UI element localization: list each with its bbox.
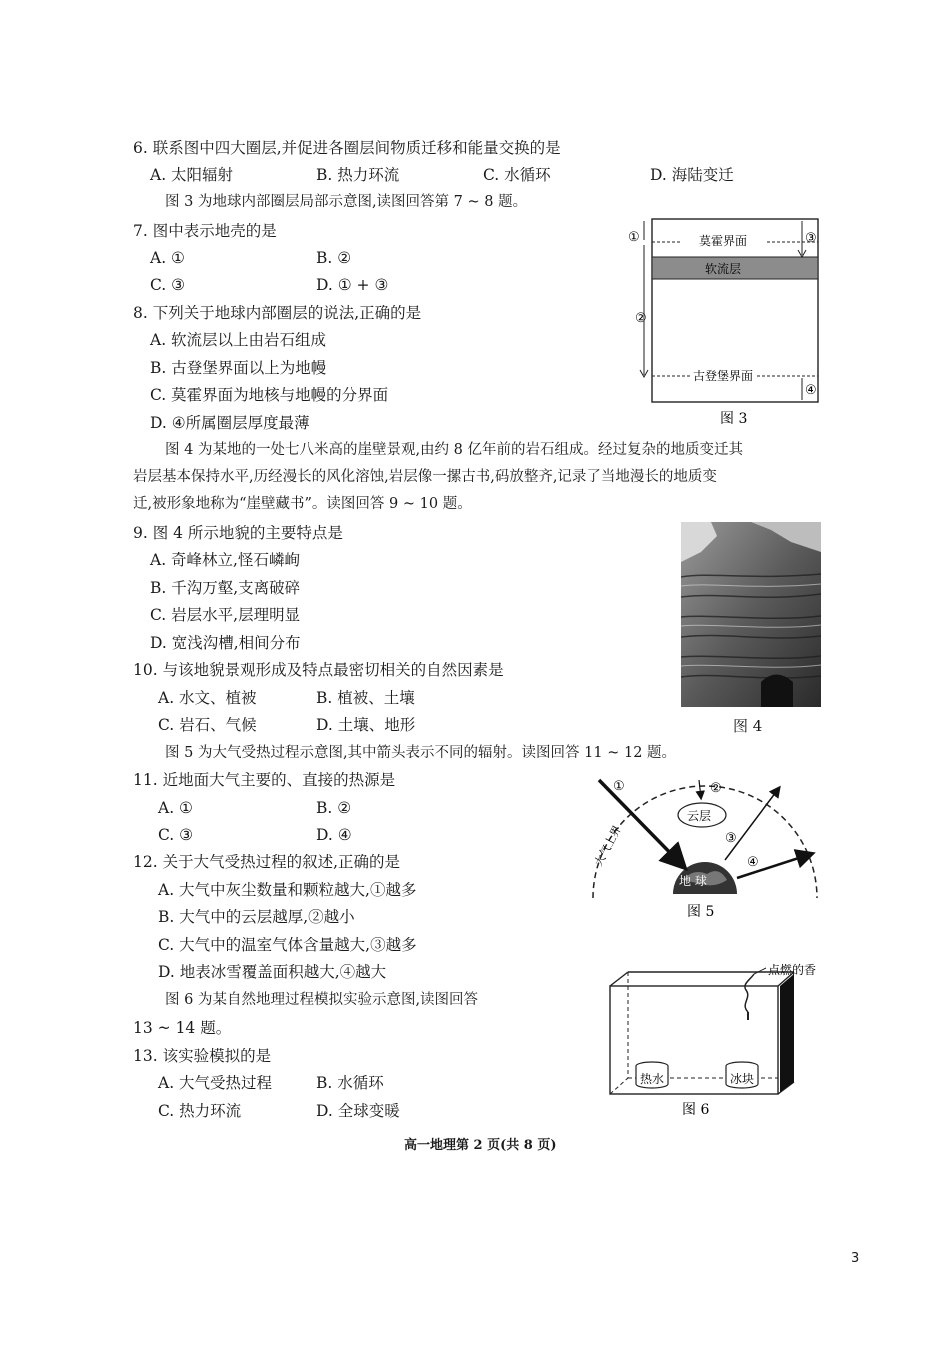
q9-option-d: D. 宽浅沟槽,相间分布 [150, 634, 301, 652]
intro-fig3: 图 3 为地球内部圈层局部示意图,读图回答第 7 ~ 8 题。 [165, 194, 528, 210]
fig3-marker-1: ① [628, 230, 640, 245]
q8-stem: 8. 下列关于地球内部圈层的说法,正确的是 [133, 304, 422, 322]
asthenosphere-label: 软流层 [704, 262, 742, 276]
q10-option-a: A. 水文、植被 [158, 689, 257, 707]
fig5-marker-3: ③ [725, 831, 737, 846]
figure-6-experiment-box [600, 960, 830, 1120]
fig5-marker-2: ② [710, 781, 722, 796]
incense-smoke [745, 974, 754, 1012]
q10-option-b: B. 植被、土壤 [316, 689, 415, 707]
q13-option-a: A. 大气受热过程 [158, 1074, 273, 1092]
ice-label: 冰块 [730, 1072, 755, 1086]
fig3-marker-3: ③ [805, 231, 817, 246]
q12-option-a: A. 大气中灰尘数量和颗粒越大,①越多 [158, 881, 417, 899]
moho-label: 莫霍界面 [698, 234, 748, 248]
fig3-marker-4: ④ [805, 383, 817, 398]
q6-stem: 6. 联系图中四大圈层,并促进各圈层间物质迁移和能量交换的是 [133, 139, 561, 157]
intro-fig5: 图 5 为大气受热过程示意图,其中箭头表示不同的辐射。读图回答 11 ~ 12 题。 [165, 745, 677, 761]
figure-4-cliff-photo [681, 522, 821, 707]
q8-option-b: B. 古登堡界面以上为地幔 [150, 359, 327, 377]
q7-option-d: D. ① + ③ [316, 276, 389, 294]
q12-option-d: D. 地表冰雪覆盖面积越大,④越大 [158, 963, 387, 981]
q9-option-b: B. 千沟万壑,支离破碎 [150, 579, 301, 597]
q8-option-d: D. ④所属圈层厚度最薄 [150, 414, 310, 432]
arrow-1-solar [599, 780, 683, 866]
box-side-dark [780, 974, 794, 1092]
q13-option-c: C. 热力环流 [158, 1102, 242, 1120]
q12-stem: 12. 关于大气受热过程的叙述,正确的是 [133, 853, 401, 871]
figure-5-atmosphere-heating [575, 770, 835, 925]
earth-label: 地 球 [679, 874, 707, 888]
incense-label: 点燃的香 [768, 963, 817, 977]
q12-option-c: C. 大气中的温室气体含量越大,③越多 [158, 936, 417, 954]
q10-option-d: D. 土壤、地形 [316, 716, 416, 734]
q13-option-d: D. 全球变暖 [316, 1102, 400, 1120]
intro-fig4-line2: 岩层基本保持水平,历经漫长的风化溶蚀,岩层像一摞古书,码放整齐,记录了当地漫长的地质变 [133, 469, 717, 485]
figure-3-earth-layers [618, 215, 828, 430]
fig3-caption: 图 3 [720, 411, 748, 427]
q12-option-b: B. 大气中的云层越厚,②越小 [158, 908, 355, 926]
cloud-label: 云层 [687, 809, 712, 823]
intro-fig6-line2: 13 ~ 14 题。 [133, 1019, 232, 1037]
q10-stem: 10. 与该地貌景观形成及特点最密切相关的自然因素是 [133, 661, 504, 679]
gutenberg-label: 古登堡界面 [692, 369, 754, 383]
q6-option-a: A. 太阳辐射 [150, 166, 234, 184]
hot-water-label: 热水 [640, 1072, 665, 1086]
q10-option-c: C. 岩石、气候 [158, 716, 257, 734]
arrow-2 [699, 780, 701, 798]
fig5-marker-1: ① [613, 779, 625, 794]
q6-option-c: C. 水循环 [483, 166, 551, 184]
q7-option-b: B. ② [316, 249, 352, 267]
intro-fig4-line3: 迁,被形象地称为“崖壁藏书”。读图回答 9 ~ 10 题。 [133, 496, 472, 512]
atmosphere-boundary-label: 大气上界 [591, 823, 625, 869]
fig5-caption: 图 5 [687, 904, 715, 920]
q8-option-c: C. 莫霍界面为地核与地幔的分界面 [150, 386, 389, 404]
fig3-marker-2: ② [635, 311, 647, 326]
q13-option-b: B. 水循环 [316, 1074, 384, 1092]
q6-option-d: D. 海陆变迁 [650, 166, 734, 184]
arrow-3 [725, 788, 779, 860]
fig4-caption: 图 4 [733, 717, 763, 735]
intro-fig4-line1: 图 4 为某地的一处七八米高的崖壁景观,由约 8 亿年前的岩石组成。经过复杂的地质变迁其 [165, 442, 743, 458]
fig5-marker-4: ④ [747, 855, 759, 870]
intro-fig6-line1: 图 6 为某自然地理过程模拟实验示意图,读图回答 [165, 992, 479, 1008]
q7-option-c: C. ③ [150, 276, 186, 294]
q11-option-a: A. ① [158, 799, 193, 817]
q9-option-c: C. 岩层水平,层理明显 [150, 606, 301, 624]
page-number: 3 [851, 1251, 860, 1266]
q11-option-c: C. ③ [158, 826, 194, 844]
page-footer: 高一地理第 2 页(共 8 页) [404, 1138, 557, 1153]
q11-option-d: D. ④ [316, 826, 352, 844]
fig6-caption: 图 6 [682, 1102, 710, 1118]
q6-option-b: B. 热力环流 [316, 166, 400, 184]
q9-stem: 9. 图 4 所示地貌的主要特点是 [133, 524, 343, 542]
q8-option-a: A. 软流层以上由岩石组成 [150, 331, 327, 349]
q11-stem: 11. 近地面大气主要的、直接的热源是 [133, 771, 396, 789]
q9-option-a: A. 奇峰林立,怪石嶙峋 [150, 551, 300, 569]
q13-stem: 13. 该实验模拟的是 [133, 1047, 272, 1065]
q7-option-a: A. ① [150, 249, 185, 267]
q7-stem: 7. 图中表示地壳的是 [133, 222, 277, 240]
q11-option-b: B. ② [316, 799, 352, 817]
